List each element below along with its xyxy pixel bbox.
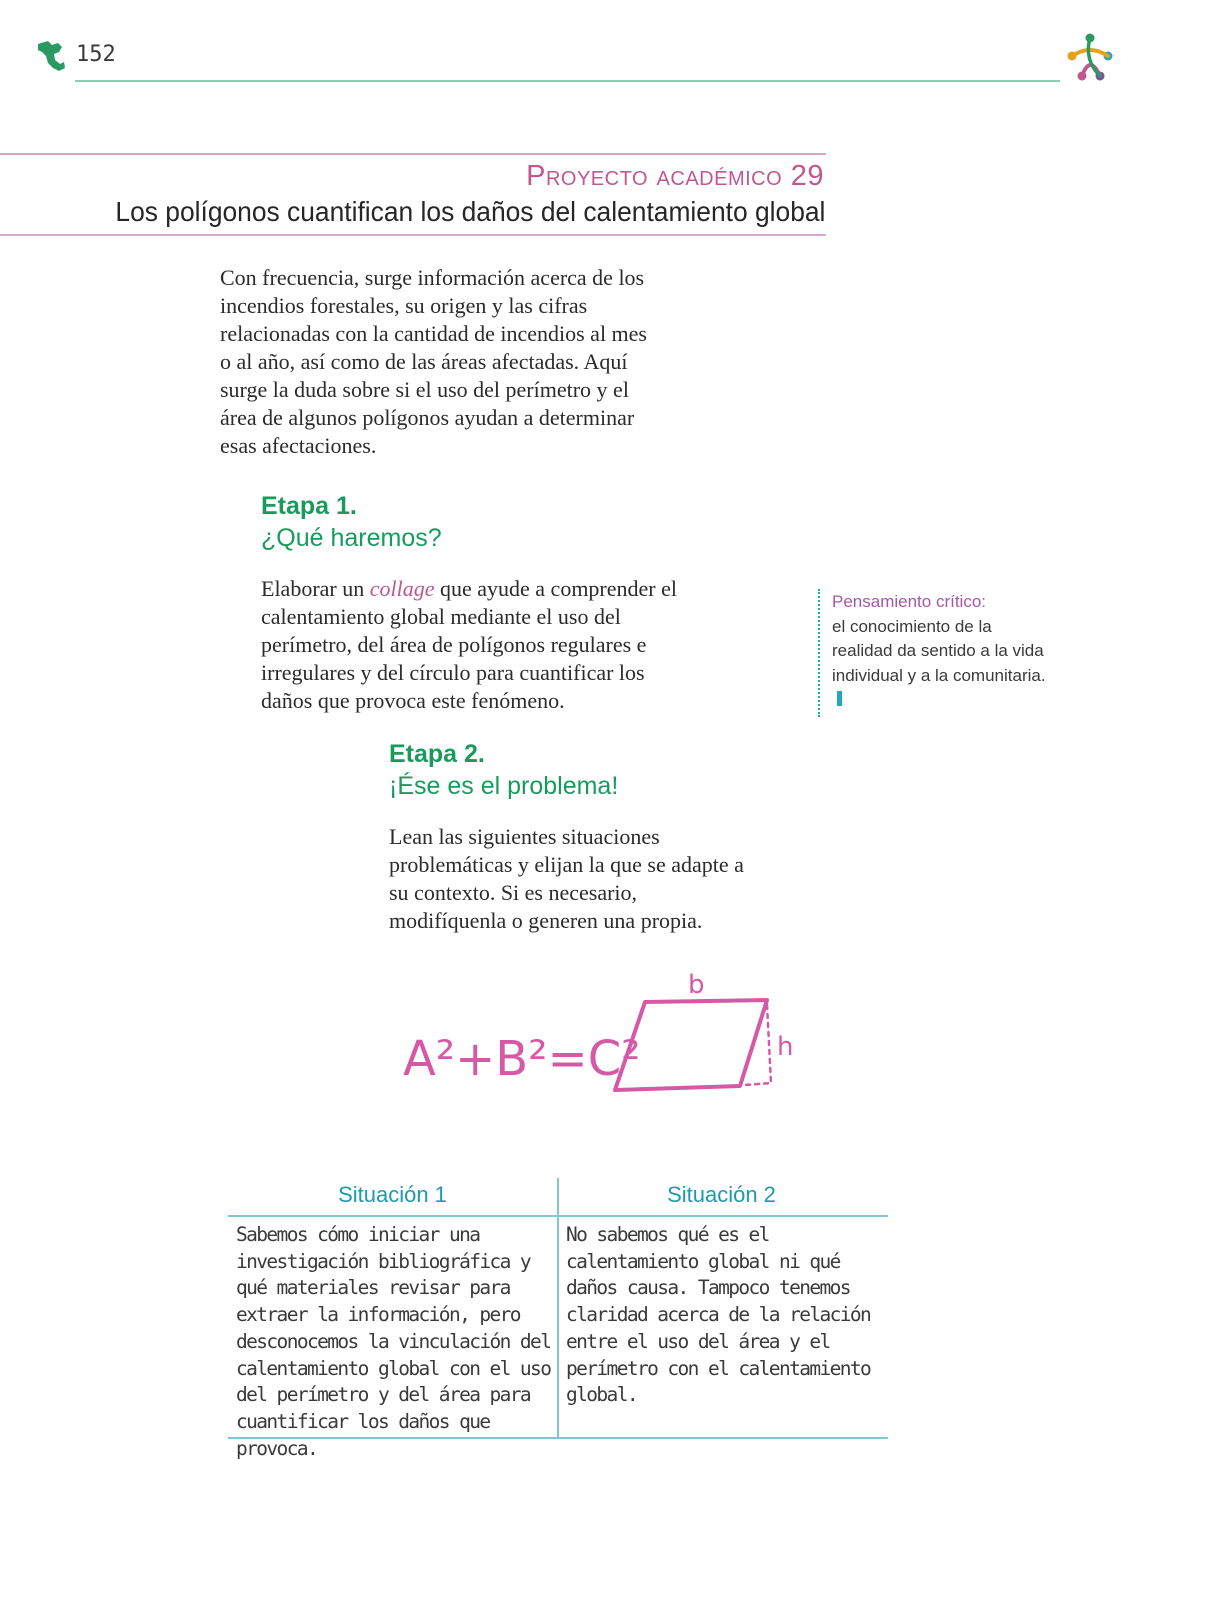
formula-illustration xyxy=(395,965,815,1100)
title-rule-bottom xyxy=(0,234,826,236)
stage1-subheading: ¿Qué haremos? xyxy=(261,524,442,552)
title-rule-top xyxy=(0,153,826,155)
project-title: Proyecto académico 29 xyxy=(526,160,824,192)
situation-1-header: Situación 1 xyxy=(338,1182,447,1207)
header-rule xyxy=(75,80,1060,82)
mexico-map-icon xyxy=(34,38,68,74)
stage1-heading-block xyxy=(261,490,442,554)
note-end-marker xyxy=(837,691,842,706)
stage1-paragraph xyxy=(261,575,691,715)
intro-paragraph: Con frecuencia, surge información acerca de los incendios forestales, su origen y las cifras relacionadas con la cantidad de incendios al mes o al año, así como de las áreas afectadas. Aquí surge la duda sobre si el uso del perímetro y el área de algunos polígonos ayudan a determinar esas afectaciones. xyxy=(220,265,647,458)
height-line xyxy=(745,1005,771,1085)
note-title: Pensamiento crítico: xyxy=(832,592,987,611)
critical-thinking-note xyxy=(832,590,1052,713)
situation-2-header: Situación 2 xyxy=(667,1182,776,1207)
note-dotted-rule xyxy=(818,589,820,717)
stage2-paragraph: Lean las siguientes situaciones problemáticas y elijan la que se adapte a su contexto. Si es necesario, modifíquenla o generen una propia. xyxy=(389,824,744,933)
stage2-heading-block xyxy=(389,738,618,802)
label-height: h xyxy=(777,1032,794,1062)
stage1-heading: Etapa 1. xyxy=(261,492,357,520)
situation-1-text: Sabemos cómo iniciar una investigación bibliográfica y qué materiales revisar para extraer la información, pero desconocemos la vinculación del calentamiento global con el uso del perímetro y del área para cuantificar los daños que provoca. xyxy=(236,1223,551,1460)
label-base: b xyxy=(688,970,705,1000)
collage-term: collage xyxy=(369,576,435,601)
stage2-subheading: ¡Ése es el problema! xyxy=(389,772,619,800)
formula-text: A²+B²=C² xyxy=(403,1031,641,1087)
page-number: 152 xyxy=(76,42,116,67)
stage1-text-after: que ayude a comprender el calentamiento global mediante el uso del perímetro, del área de polígonos regulares e irregulares y del círculo para cuantificar los daños que provoca este fenómeno. xyxy=(261,576,677,713)
note-text: el conocimiento de la realidad da sentido a la vida individual y a la comunitaria. xyxy=(832,616,1046,685)
situations-table xyxy=(228,1178,888,1460)
stage2-heading: Etapa 2. xyxy=(389,740,485,768)
table-column-divider xyxy=(557,1178,559,1438)
project-subtitle: Los polígonos cuantifican los daños del calentamiento global xyxy=(115,196,825,227)
stage1-text-before: Elaborar un xyxy=(261,576,370,601)
table-header-rule xyxy=(228,1215,888,1217)
community-logo-icon xyxy=(1062,30,1118,86)
situation-2-text: No sabemos qué es el calentamiento global ni qué daños causa. Tampoco tenemos claridad acerca de la relación entre el uso del área y el perímetro con el calentamiento global. xyxy=(566,1223,871,1407)
